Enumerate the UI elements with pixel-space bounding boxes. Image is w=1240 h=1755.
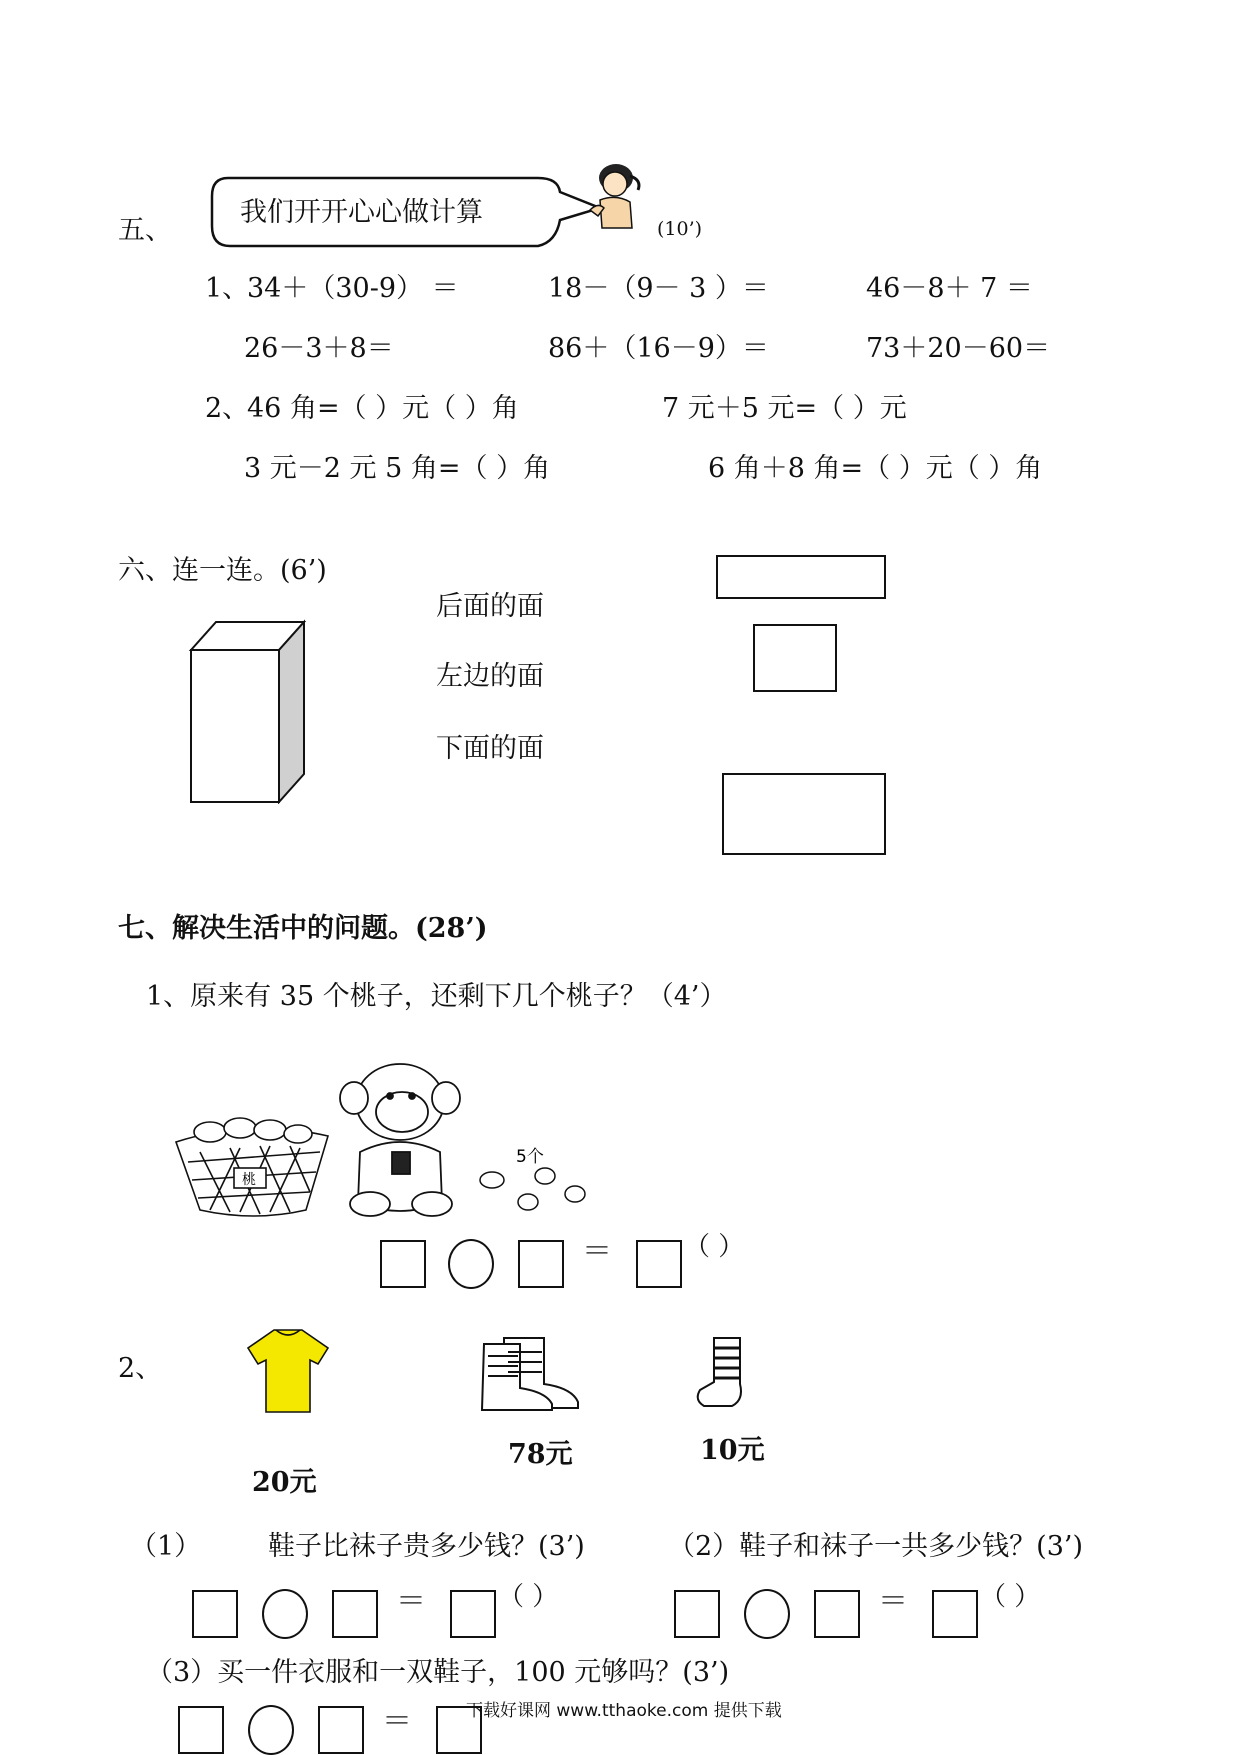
shirt-icon xyxy=(246,1326,330,1416)
calc-4: 26－3＋8＝ xyxy=(244,333,394,364)
equals-sign: ＝ xyxy=(396,1584,426,1619)
face-label-bottom: 下面的面 xyxy=(436,733,544,764)
money-4: 6 角＋8 角=（ ）元（ ）角 xyxy=(708,453,1043,484)
equals-sign: ＝ xyxy=(582,1234,612,1269)
unit-paren[interactable]: （ ） xyxy=(684,1232,745,1262)
footer-watermark: 下载好课网 www.tthaoke.com 提供下载 xyxy=(466,1701,782,1721)
operator-circle[interactable] xyxy=(262,1589,308,1639)
girl-illustration xyxy=(582,156,652,236)
monkey xyxy=(340,1064,460,1216)
peach-basket xyxy=(176,1118,328,1216)
money-1: 46 角=（ ）元（ ）角 xyxy=(247,393,519,424)
q7-2-number: 2、 xyxy=(118,1353,163,1384)
equals-sign: ＝ xyxy=(878,1584,908,1619)
equals-sign: ＝ xyxy=(382,1704,412,1739)
q2-number: 2、 xyxy=(205,393,250,424)
sub1-question: 鞋子比袜子贵多少钱？(3’) xyxy=(268,1531,585,1562)
monkey-basket-illustration xyxy=(170,1052,650,1222)
shoes-icon xyxy=(474,1332,584,1412)
basket-label: 桃 xyxy=(242,1172,256,1188)
sub1-number: （1） xyxy=(130,1531,202,1562)
answer-box[interactable] xyxy=(674,1590,720,1638)
sub3-question: （3）买一件衣服和一双鞋子，100 元够吗？(3’) xyxy=(146,1657,730,1688)
section-6-label: 六、连一连。(6’) xyxy=(118,555,327,586)
answer-box[interactable] xyxy=(450,1590,496,1638)
section-5-label: 五、 xyxy=(118,215,172,246)
peach-count-label: 5个 xyxy=(516,1147,544,1167)
section-5-points: (10’) xyxy=(657,218,703,240)
operator-circle[interactable] xyxy=(744,1589,790,1639)
calc-6: 73＋20－60＝ xyxy=(866,333,1051,364)
answer-box[interactable] xyxy=(380,1240,426,1288)
answer-box[interactable] xyxy=(636,1240,682,1288)
calc-5: 86＋（16－9）＝ xyxy=(548,333,769,364)
fallen-peaches xyxy=(480,1168,585,1210)
answer-box[interactable] xyxy=(178,1706,224,1754)
face-shape-large xyxy=(722,773,886,855)
answer-box[interactable] xyxy=(318,1706,364,1754)
section-7-label: 七、解决生活中的问题。(28’) xyxy=(118,913,488,944)
calc-3: 46－8＋ 7 ＝ xyxy=(866,273,1033,304)
face-shape-square xyxy=(753,624,837,692)
answer-box[interactable] xyxy=(814,1590,860,1638)
answer-box[interactable] xyxy=(332,1590,378,1638)
operator-circle[interactable] xyxy=(248,1705,294,1755)
socks-price: 10元 xyxy=(700,1435,765,1466)
calc-2: 18－（9－ 3 ）＝ xyxy=(548,273,769,304)
face-label-back: 后面的面 xyxy=(436,591,544,622)
operator-circle[interactable] xyxy=(448,1239,494,1289)
unit-paren[interactable]: （ ） xyxy=(498,1582,559,1612)
answer-box[interactable] xyxy=(192,1590,238,1638)
calc-1: 34＋（30-9） ＝ xyxy=(247,273,459,304)
speech-bubble-text: 我们开开心心做计算 xyxy=(240,197,483,228)
unit-paren[interactable]: （ ） xyxy=(980,1582,1041,1612)
money-3: 3 元－2 元 5 角=（ ）角 xyxy=(244,453,551,484)
answer-box[interactable] xyxy=(932,1590,978,1638)
shoes-price: 78元 xyxy=(508,1439,573,1470)
face-label-left: 左边的面 xyxy=(436,661,544,692)
socks-icon xyxy=(692,1334,762,1410)
cuboid-figure xyxy=(188,614,308,804)
face-shape-wide xyxy=(716,555,886,599)
sub2-question: （2）鞋子和袜子一共多少钱？(3’) xyxy=(668,1531,1084,1562)
shirt-price: 20元 xyxy=(252,1467,317,1498)
q1-number: 1、 xyxy=(205,273,250,304)
answer-box[interactable] xyxy=(518,1240,564,1288)
q7-1-text: 1、原来有 35 个桃子，还剩下几个桃子？（4’） xyxy=(146,981,727,1012)
money-2: 7 元＋5 元=（ ）元 xyxy=(662,393,907,424)
